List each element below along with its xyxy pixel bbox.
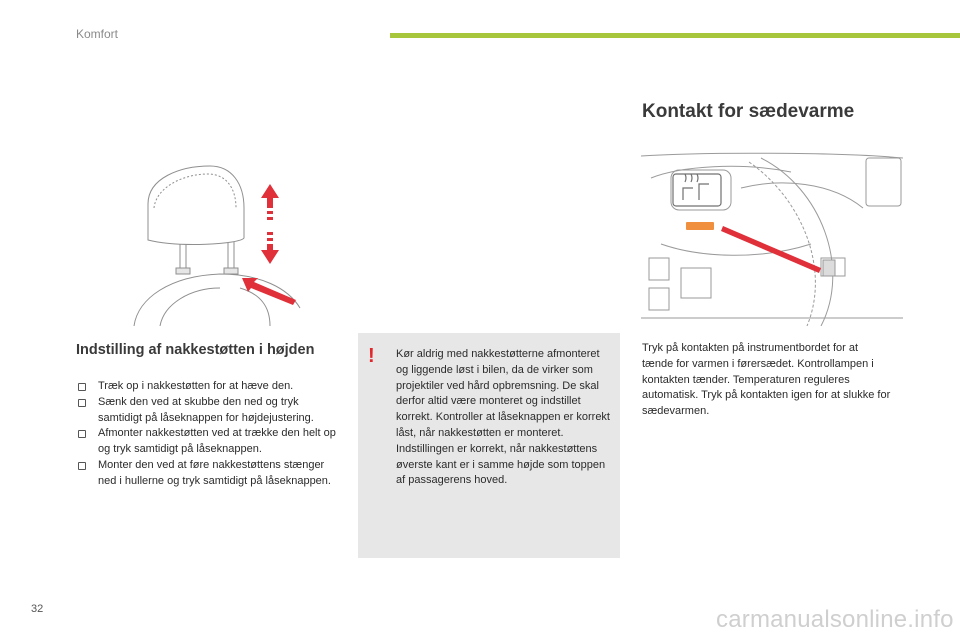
section-label: Komfort xyxy=(76,27,119,41)
page-number: 32 xyxy=(31,603,44,615)
checkbox-bullet-icon xyxy=(78,399,86,407)
indicator-lamp xyxy=(686,222,714,230)
seat-heating-illustration xyxy=(641,148,903,326)
list-item: Monter den ved at føre nakkestøttens stænger ned i hullerne og tryk samtidigt på låseknappen. xyxy=(76,458,338,490)
checkbox-bullet-icon xyxy=(78,430,86,438)
watermark: carmanualsonline.info xyxy=(716,606,954,633)
list-item: Træk op i nakkestøtten for at hæve den. xyxy=(76,379,338,395)
header-accent-bar xyxy=(390,33,960,38)
headrest-illustration xyxy=(120,148,320,326)
warning-text: Kør aldrig med nakkestøtterne afmonteret og liggende løst i bilen, da de virker som projektiler ved hård opbremsning. De skal derfor altid være monteret og indstillet korrekt. Kontroller at låseknappen er korrekt låst, når nakkestøtten er monteret. Indstillingen er korrekt, når nakkestøttens øverste kant er i samme højde som toppen af passagerens hoved. xyxy=(396,348,610,487)
list-item: Sænk den ved at skubbe den ned og tryk samtidigt på låseknappen for højdejustering. xyxy=(76,395,338,427)
exclamation-icon: ! xyxy=(368,345,375,367)
checkbox-bullet-icon xyxy=(78,383,86,391)
checkbox-bullet-icon xyxy=(78,462,86,470)
seat-heating-switch-icon xyxy=(673,174,721,206)
seat-heating-title: Kontakt for sædevarme xyxy=(642,101,855,122)
seat-heating-text: Tryk på kontakten på instrumentbordet for at tænde for varmen i førersædet. Kontrollampen i kontakten tænder. Temperaturen reguleres automatisk. Tryk på kontakten igen for at slukke for sædevarmen. xyxy=(642,342,891,418)
headrest-steps-list xyxy=(76,379,338,490)
headrest-title: Indstilling af nakkestøtten i højden xyxy=(76,342,315,358)
list-item: Afmonter nakkestøtten ved at trække den helt op og tryk samtidigt på låseknappen. xyxy=(76,426,338,458)
